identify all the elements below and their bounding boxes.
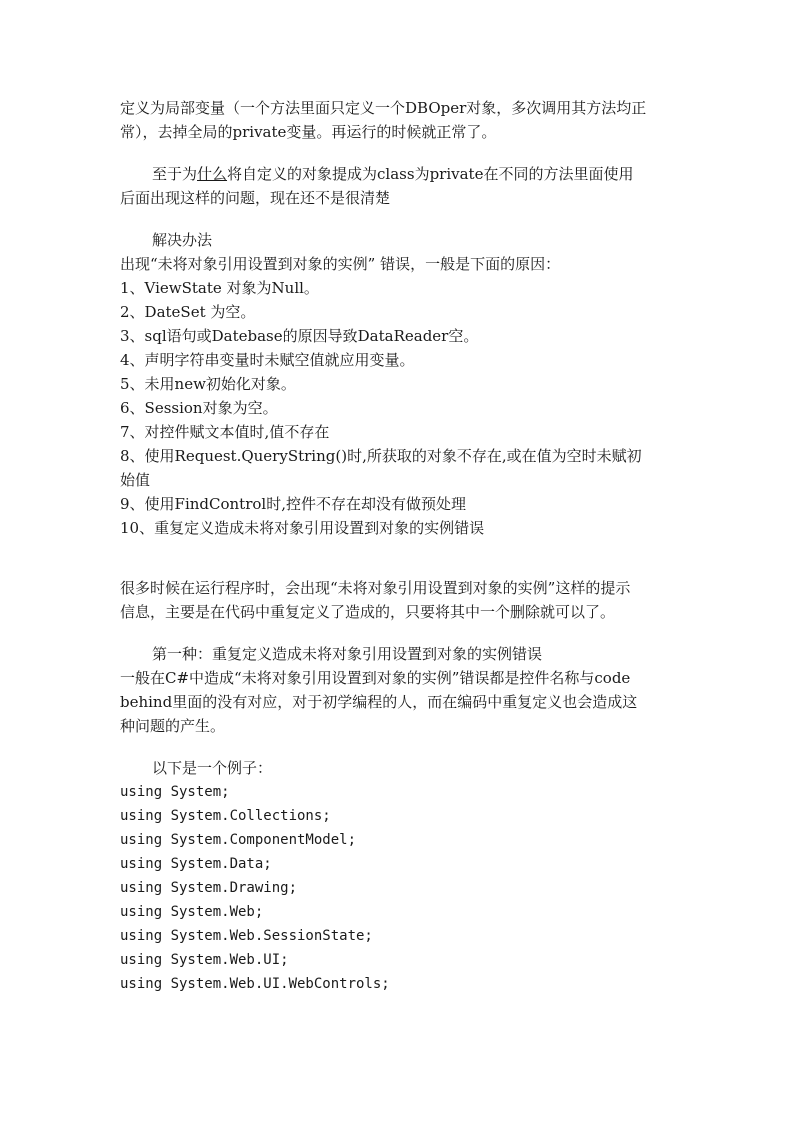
note-line-1: 很多时候在运行程序时，会出现“未将对象引用设置到对象的实例”这样的提示 bbox=[120, 579, 631, 597]
code-line: using System; bbox=[120, 784, 230, 800]
cause-item: 7、对控件赋文本值时,值不存在 bbox=[120, 423, 330, 441]
question-link[interactable]: 什么 bbox=[197, 165, 228, 183]
question-line-1 bbox=[120, 162, 678, 186]
code-line: using System.Web.SessionState; bbox=[120, 928, 373, 944]
cause-item: 8、使用Request.QueryString()时,所获取的对象不存在,或在值为空时未赋初 bbox=[120, 447, 642, 465]
solution-lead: 出现“未将对象引用设置到对象的实例” 错误，一般是下面的原因： bbox=[120, 255, 561, 273]
code-line: using System.Collections; bbox=[120, 808, 331, 824]
code-line: using System.ComponentModel; bbox=[120, 832, 357, 848]
spacer bbox=[120, 624, 678, 642]
intro-line-1: 定义为局部变量（一个方法里面只定义一个DBOper对象，多次调用其方法均正 bbox=[120, 99, 647, 117]
question-text-pre: 至于为 bbox=[152, 165, 198, 183]
code-line: using System.Drawing; bbox=[120, 880, 298, 896]
first-case-heading: 第一种：重复定义造成未将对象引用设置到对象的实例错误 bbox=[152, 645, 543, 663]
question-text-post: 将自定义的对象提成为class为private在不同的方法里面使用 bbox=[227, 165, 634, 183]
intro-line-2: 常），去掉全局的private变量。再运行的时候就正常了。 bbox=[120, 123, 497, 141]
spacer bbox=[120, 738, 678, 756]
code-line: using System.Web.UI; bbox=[120, 952, 289, 968]
cause-item: 5、未用new初始化对象。 bbox=[120, 375, 296, 393]
first-case-line-3: 种问题的产生。 bbox=[120, 717, 226, 735]
code-line: using System.Data; bbox=[120, 856, 272, 872]
cause-item-continued: 始值 bbox=[120, 471, 151, 489]
spacer bbox=[120, 210, 678, 228]
code-line: using System.Web.UI.WebControls; bbox=[120, 976, 390, 992]
cause-item: 3、sql语句或Datebase的原因导致DataReader空。 bbox=[120, 327, 479, 345]
cause-item: 6、Session对象为空。 bbox=[120, 399, 278, 417]
document-page bbox=[120, 96, 678, 996]
code-line: using System.Web; bbox=[120, 904, 264, 920]
note-line-2: 信息，主要是在代码中重复定义了造成的，只要将其中一个删除就可以了。 bbox=[120, 603, 616, 621]
question-line-2: 后面出现这样的问题，现在还不是很清楚 bbox=[120, 189, 391, 207]
cause-item: 10、重复定义造成未将对象引用设置到对象的实例错误 bbox=[120, 519, 485, 537]
spacer bbox=[120, 540, 678, 576]
cause-item: 4、声明字符串变量时未赋空值就应用变量。 bbox=[120, 351, 415, 369]
spacer bbox=[120, 144, 678, 162]
cause-item: 1、ViewState 对象为Null。 bbox=[120, 279, 319, 297]
first-case-line-2: behind里面的没有对应，对于初学编程的人，而在编码中重复定义也会造成这 bbox=[120, 693, 638, 711]
cause-item: 9、使用FindControl时,控件不存在却没有做预处理 bbox=[120, 495, 466, 513]
solution-heading: 解决办法 bbox=[152, 231, 213, 249]
example-heading: 以下是一个例子： bbox=[152, 759, 273, 777]
cause-item: 2、DateSet 为空。 bbox=[120, 303, 256, 321]
first-case-line-1: 一般在C#中造成“未将对象引用设置到对象的实例”错误都是控件名称与code bbox=[120, 669, 631, 687]
